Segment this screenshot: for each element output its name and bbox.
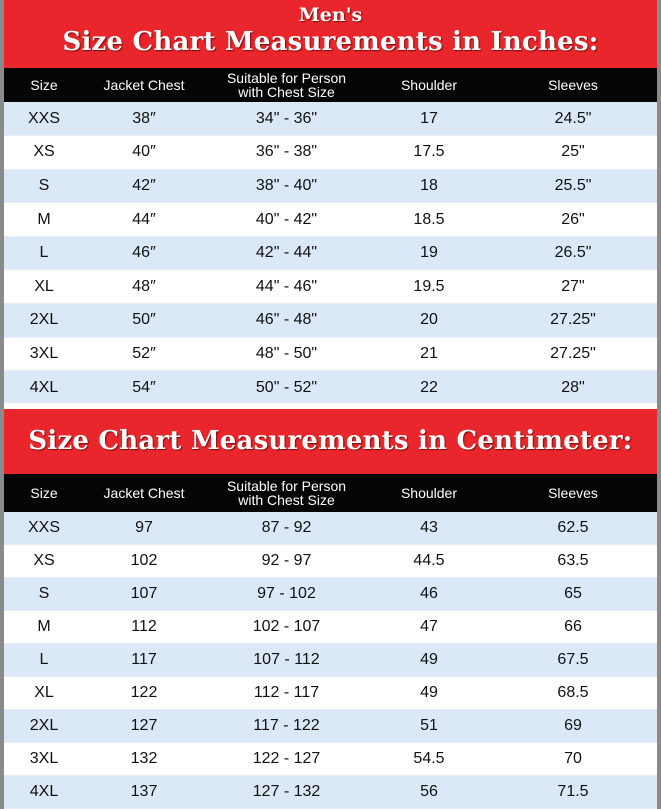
person-chest-cell: 46" - 48" (204, 304, 369, 338)
person-chest-cell: 112 - 117 (204, 676, 369, 709)
sleeves-cell: 24.5" (489, 102, 657, 136)
shoulder-cell: 21 (369, 337, 489, 371)
sleeves-cell: 68.5 (489, 676, 657, 709)
header-size: Size (4, 68, 84, 102)
shoulder-cell: 19 (369, 236, 489, 270)
person-chest-cell: 36" - 38" (204, 136, 369, 170)
size-chart-image (4, 0, 657, 800)
person-chest-cell: 102 - 107 (204, 611, 369, 644)
table-row (4, 136, 657, 170)
size-cell: L (4, 236, 84, 270)
person-chest-cell: 34" - 36" (204, 102, 369, 136)
size-cell: S (4, 169, 84, 203)
size-cell: XXS (4, 102, 84, 136)
table-row (4, 709, 657, 742)
size-cell: 3XL (4, 337, 84, 371)
sleeves-cell: 28" (489, 371, 657, 405)
size-cell: XL (4, 676, 84, 709)
centimeter-table-body (4, 512, 657, 808)
jacket-chest-cell: 107 (84, 578, 204, 611)
centimeter-size-table (4, 474, 657, 809)
jacket-chest-cell: 102 (84, 545, 204, 578)
shoulder-cell: 49 (369, 676, 489, 709)
inches-title-banner (4, 0, 657, 68)
size-cell: 2XL (4, 709, 84, 742)
header-suitable-chest-size: Suitable for Person with Chest Size (204, 68, 369, 102)
shoulder-cell: 44.5 (369, 545, 489, 578)
table-row (4, 270, 657, 304)
sleeves-cell: 62.5 (489, 512, 657, 545)
jacket-chest-cell: 127 (84, 709, 204, 742)
shoulder-cell: 22 (369, 371, 489, 405)
sleeves-cell: 27" (489, 270, 657, 304)
sleeves-cell: 27.25" (489, 337, 657, 371)
sleeves-cell: 65 (489, 578, 657, 611)
jacket-chest-cell: 44″ (84, 203, 204, 237)
jacket-chest-cell: 117 (84, 644, 204, 677)
table-row (4, 545, 657, 578)
jacket-chest-cell: 52″ (84, 337, 204, 371)
table-row (4, 169, 657, 203)
size-cell: XS (4, 136, 84, 170)
inches-table-body (4, 102, 657, 404)
header-sleeves: Sleeves (489, 474, 657, 512)
table-row (4, 337, 657, 371)
jacket-chest-cell: 112 (84, 611, 204, 644)
size-cell: 2XL (4, 304, 84, 338)
sleeves-cell: 67.5 (489, 644, 657, 677)
header-suitable-chest-size: Suitable for Person with Chest Size (204, 474, 369, 512)
person-chest-cell: 107 - 112 (204, 644, 369, 677)
size-cell: XL (4, 270, 84, 304)
jacket-chest-cell: 42″ (84, 169, 204, 203)
shoulder-cell: 46 (369, 578, 489, 611)
table-row (4, 371, 657, 405)
inches-size-table (4, 68, 657, 405)
table-row (4, 611, 657, 644)
size-cell: XS (4, 545, 84, 578)
shoulder-cell: 17.5 (369, 136, 489, 170)
size-cell: S (4, 578, 84, 611)
jacket-chest-cell: 132 (84, 742, 204, 775)
person-chest-cell: 48" - 50" (204, 337, 369, 371)
sleeves-cell: 25" (489, 136, 657, 170)
sleeves-cell: 27.25" (489, 304, 657, 338)
sleeves-cell: 25.5" (489, 169, 657, 203)
inches-header-row (4, 68, 657, 102)
shoulder-cell: 18 (369, 169, 489, 203)
table-row (4, 578, 657, 611)
jacket-chest-cell: 40″ (84, 136, 204, 170)
sleeves-cell: 26.5" (489, 236, 657, 270)
size-cell: 4XL (4, 775, 84, 808)
jacket-chest-cell: 38″ (84, 102, 204, 136)
person-chest-cell: 127 - 132 (204, 775, 369, 808)
header-sleeves: Sleeves (489, 68, 657, 102)
table-row (4, 203, 657, 237)
jacket-chest-cell: 122 (84, 676, 204, 709)
jacket-chest-cell: 97 (84, 512, 204, 545)
person-chest-cell: 40" - 42" (204, 203, 369, 237)
shoulder-cell: 47 (369, 611, 489, 644)
jacket-chest-cell: 137 (84, 775, 204, 808)
shoulder-cell: 18.5 (369, 203, 489, 237)
header-shoulder: Shoulder (369, 68, 489, 102)
jacket-chest-cell: 54″ (84, 371, 204, 405)
person-chest-cell: 50" - 52" (204, 371, 369, 405)
person-chest-cell: 44" - 46" (204, 270, 369, 304)
sleeves-cell: 63.5 (489, 545, 657, 578)
person-chest-cell: 117 - 122 (204, 709, 369, 742)
table-row (4, 512, 657, 545)
header-size: Size (4, 474, 84, 512)
centimeter-title-banner (4, 409, 657, 474)
person-chest-cell: 38" - 40" (204, 169, 369, 203)
centimeter-title: Size Chart Measurements in Centimeter: (28, 426, 633, 456)
sleeves-cell: 69 (489, 709, 657, 742)
person-chest-cell: 122 - 127 (204, 742, 369, 775)
header-jacket-chest: Jacket Chest (84, 474, 204, 512)
size-cell: 3XL (4, 742, 84, 775)
size-cell: L (4, 644, 84, 677)
shoulder-cell: 17 (369, 102, 489, 136)
shoulder-cell: 43 (369, 512, 489, 545)
jacket-chest-cell: 48″ (84, 270, 204, 304)
sleeves-cell: 70 (489, 742, 657, 775)
jacket-chest-cell: 46″ (84, 236, 204, 270)
person-chest-cell: 92 - 97 (204, 545, 369, 578)
shoulder-cell: 56 (369, 775, 489, 808)
shoulder-cell: 54.5 (369, 742, 489, 775)
mens-label: Men's (298, 4, 363, 26)
person-chest-cell: 87 - 92 (204, 512, 369, 545)
header-jacket-chest: Jacket Chest (84, 68, 204, 102)
header-shoulder: Shoulder (369, 474, 489, 512)
table-row (4, 644, 657, 677)
sleeves-cell: 66 (489, 611, 657, 644)
inches-title: Size Chart Measurements in Inches: (62, 27, 599, 57)
sleeves-cell: 26" (489, 203, 657, 237)
table-row (4, 742, 657, 775)
shoulder-cell: 20 (369, 304, 489, 338)
size-cell: M (4, 203, 84, 237)
person-chest-cell: 97 - 102 (204, 578, 369, 611)
table-row (4, 775, 657, 808)
table-row (4, 676, 657, 709)
sleeves-cell: 71.5 (489, 775, 657, 808)
table-row (4, 236, 657, 270)
size-cell: M (4, 611, 84, 644)
shoulder-cell: 49 (369, 644, 489, 677)
size-cell: 4XL (4, 371, 84, 405)
table-row (4, 304, 657, 338)
shoulder-cell: 19.5 (369, 270, 489, 304)
jacket-chest-cell: 50″ (84, 304, 204, 338)
shoulder-cell: 51 (369, 709, 489, 742)
size-cell: XXS (4, 512, 84, 545)
centimeter-header-row (4, 474, 657, 512)
table-row (4, 102, 657, 136)
person-chest-cell: 42" - 44" (204, 236, 369, 270)
